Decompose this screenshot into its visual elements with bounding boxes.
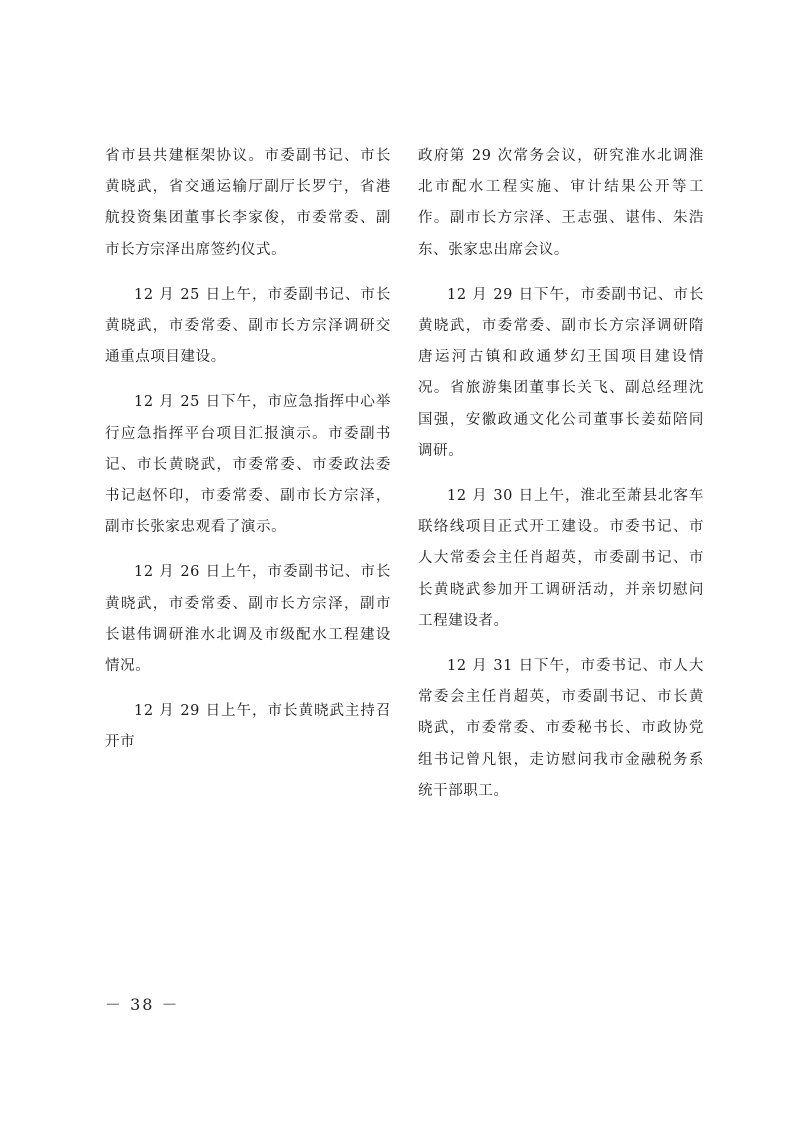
right-text-column	[418, 141, 704, 821]
paragraph-continuation: 省市县共建框架协议。市委副书记、市长黄晓武，省交通运输厅副厅长罗宁，省港航投资集团董事长李家俊，市委常委、副市长方宗泽出席签约仪式。	[105, 148, 391, 258]
page-number: － 38 －	[105, 995, 180, 1014]
paragraph-dec25-morning: 12 月 25 日上午，市委副书记、市长黄晓武，市委常委、副市长方宗泽调研交通重点项目建设。	[105, 286, 391, 366]
paragraph-dec26-morning: 12 月 26 日上午，市委副书记、市长黄晓武，市委常委、副市长方宗泽，副市长谌伟调研淮水北调及市级配水工程建设情况。	[105, 564, 391, 675]
paragraph-dec30-morning: 12 月 30 日上午，淮北至萧县北客车联络线项目正式开工建设。市委书记、市人大常委会主任肖超英，市委副书记、市长黄晓武参加开工调研活动，并亲切慰问工程建设者。	[418, 488, 704, 629]
left-text-column	[105, 141, 391, 773]
paragraph-dec25-afternoon: 12 月 25 日下午，市应急指挥中心举行应急指挥平台项目汇报演示。市委副书记、市长黄晓武，市委常委、市委政法委书记赵怀印，市委常委、副市长方宗泽，副市长张家忠观看了演示。	[105, 394, 391, 536]
paragraph-dec29-afternoon: 12 月 29 日下午，市委副书记、市长黄晓武，市委常委、副市长方宗泽调研隋唐运河古镇和政通梦幻王国项目建设情况。省旅游集团董事长关飞、副总经理沈国强，安徽政通文化公司董事长姜茹陪同调研。	[418, 286, 704, 459]
paragraph-dec29-morning: 12 月 29 日上午，市长黄晓武主持召开市	[105, 703, 391, 751]
paragraph-continuation: 政府第 29 次常务会议，研究淮水北调淮北市配水工程实施、审计结果公开等工作。副市长方宗泽、王志强、谌伟、朱浩东、张家忠出席会议。	[418, 148, 704, 258]
paragraph-dec31-afternoon: 12 月 31 日下午，市委书记、市人大常委会主任肖超英，市委副书记、市长黄晓武，市委常委、市委秘书长、市政协党组书记曾凡银，走访慰问我市金融税务系统干部职工。	[418, 658, 704, 799]
